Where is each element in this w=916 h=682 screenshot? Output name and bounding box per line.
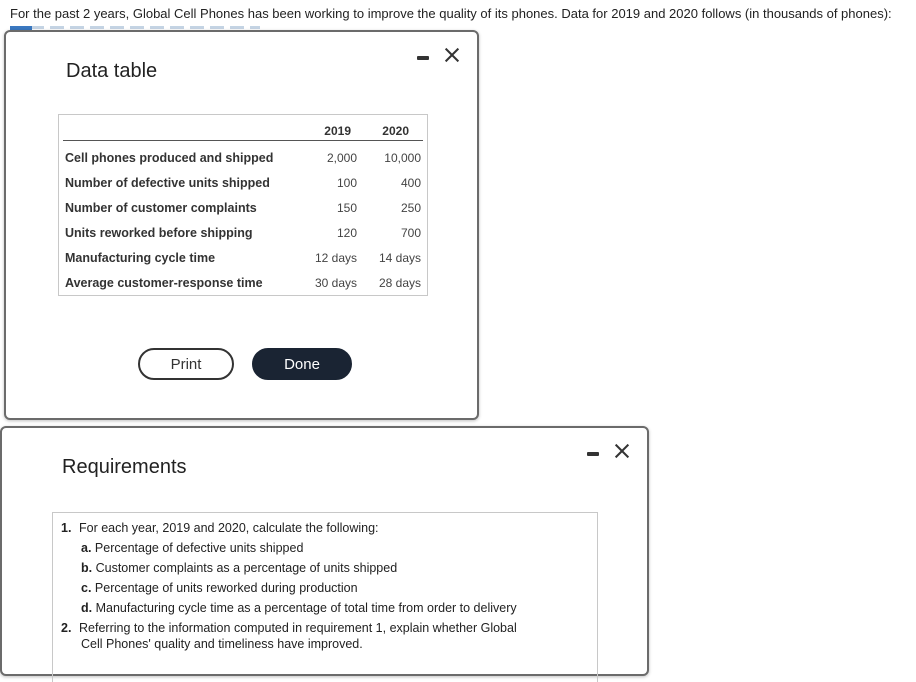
- window-controls: [416, 47, 460, 63]
- table-row: [59, 176, 427, 201]
- table-row: [59, 226, 427, 251]
- value-2020: 250: [400, 201, 421, 215]
- column-header-2019: 2019: [324, 124, 351, 138]
- intro-text: For the past 2 years, Global Cell Phones has been working to improve the quality of its phones. Data for 2019 and 2020 follows (in thousands of phones):: [10, 6, 892, 21]
- dialog-title: Data table: [66, 60, 158, 82]
- item-number: 1.: [61, 521, 72, 535]
- data-table: [58, 114, 428, 296]
- column-header-2020: 2020: [382, 124, 409, 138]
- item-text: Percentage of defective units shipped: [94, 541, 304, 555]
- row-label: Units reworked before shipping: [65, 226, 253, 240]
- table-row: [59, 251, 427, 276]
- close-icon[interactable]: [614, 443, 630, 459]
- minimize-icon[interactable]: [586, 444, 600, 458]
- list-subitem: [81, 601, 517, 615]
- done-button[interactable]: Done: [252, 348, 352, 380]
- hidden-link-underline: [10, 26, 260, 29]
- value-2019: 2,000: [326, 151, 357, 165]
- value-2019: 30 days: [314, 276, 357, 290]
- item-text: Percentage of units reworked during production: [94, 581, 358, 595]
- dialog-title: Requirements: [62, 456, 187, 478]
- value-2020: 14 days: [378, 251, 421, 265]
- print-button[interactable]: Print: [138, 348, 234, 380]
- window-controls: [586, 443, 630, 459]
- item-letter: b.: [81, 561, 93, 575]
- value-2019: 100: [336, 176, 357, 190]
- minimize-icon[interactable]: [416, 48, 430, 62]
- list-item-continuation: Cell Phones' quality and timeliness have improved.: [81, 637, 363, 651]
- close-icon[interactable]: [444, 47, 460, 63]
- list-subitem: [81, 581, 358, 595]
- value-2020: 28 days: [378, 276, 421, 290]
- header-rule: [63, 140, 423, 141]
- list-subitem: [81, 541, 303, 555]
- item-number: 2.: [61, 621, 72, 635]
- row-label: Number of defective units shipped: [65, 176, 270, 190]
- list-item: [61, 521, 379, 535]
- row-label: Number of customer complaints: [65, 201, 257, 215]
- row-label: Cell phones produced and shipped: [65, 151, 274, 165]
- value-2020: 700: [400, 226, 421, 240]
- row-label: Average customer-response time: [65, 276, 263, 290]
- row-label: Manufacturing cycle time: [65, 251, 216, 265]
- value-2020: 10,000: [384, 151, 421, 165]
- item-text: Manufacturing cycle time as a percentage of total time from order to delivery: [95, 601, 517, 615]
- list-item: [61, 621, 517, 635]
- table-row: [59, 151, 427, 176]
- item-letter: d.: [81, 601, 93, 615]
- value-2019: 120: [336, 226, 357, 240]
- value-2019: 12 days: [314, 251, 357, 265]
- item-text: Referring to the information computed in requirement 1, explain whether Global: [79, 621, 517, 635]
- item-letter: c.: [81, 581, 92, 595]
- value-2020: 400: [400, 176, 421, 190]
- data-table-dialog: [4, 30, 479, 420]
- list-subitem: [81, 561, 397, 575]
- table-row: [59, 201, 427, 226]
- item-text: Customer complaints as a percentage of units shipped: [95, 561, 398, 575]
- requirements-dialog: [0, 426, 649, 676]
- value-2019: 150: [336, 201, 357, 215]
- requirements-list: [52, 512, 598, 682]
- item-text: For each year, 2019 and 2020, calculate the following:: [79, 521, 379, 535]
- item-letter: a.: [81, 541, 92, 555]
- table-row: [59, 276, 427, 301]
